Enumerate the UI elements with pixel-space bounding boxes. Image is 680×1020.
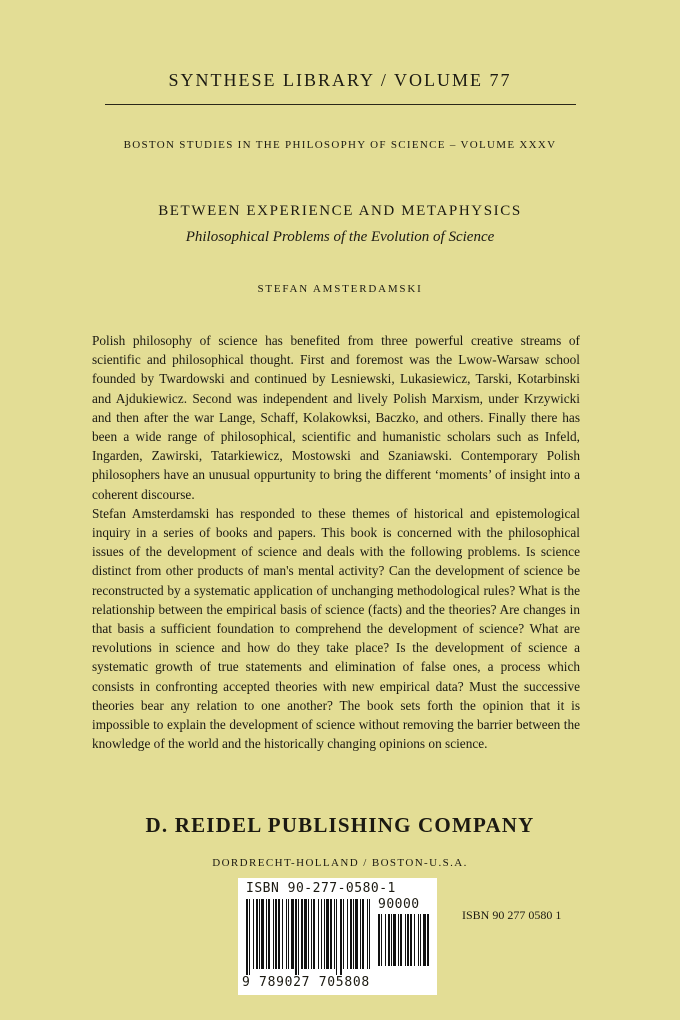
author-name: STEFAN AMSTERDAMSKI bbox=[257, 283, 423, 295]
blurb bbox=[92, 331, 580, 753]
barcode-digits: 9 789027 705808 bbox=[242, 975, 370, 990]
barcode-bars-icon bbox=[246, 899, 370, 975]
blurb-paragraph-1: Polish philosophy of science has benefited from three powerful creative streams of scientific and philosophical thought. First and foremost was the Lwow-Warsaw school founded by Twardowski and continued by Lesniewski, Lukasiewicz, Tarski, Kotarbinski and Ajdukiewicz. Second was independent and lively Polish Marxism, under Krzywicki and then after the war Lange, Schaff, Kolakowksi, Baczko, and others. Finally there has been a wide range of philosophical, scientific and humanistic scholars such as Infeld, Ingarden, Zawirski, Tatarkiewicz, Mostowski and Szaniawski. Contemporary Polish philosophers have an unusual oppurtunity to bring the different ‘moments’ of insight into a coherent discourse. bbox=[92, 333, 580, 502]
blurb-paragraph-2: Stefan Amsterdamski has responded to these themes of historical and epistemological inquiry in a series of books and papers. This book is concerned with the philosophical issues of the development of science and deals with the following problems. Is science distinct from other products of man's mental activity? Can the development of science be reconstructed by a systematic application of unchanging methodological rules? What is the relationship between the empirical basis of science (facts) and the theories? Are changes in that basis a sufficient foundation to comprehend the development of science? What are revolutions in science and how do they take place? Is the development of science a systematic growth of true statements and elimination of false ones, a process which consists in confronting accepted theories with new empirical data? Must the successive theories bear any relation to one another? The book sets forth the opinion that it is impossible to explain the development of science without removing the barrier between the knowledge of the world and the historically changing opinions on science. bbox=[92, 505, 580, 752]
header-rule bbox=[105, 104, 576, 105]
book-subtitle: Philosophical Problems of the Evolution of Science bbox=[185, 229, 495, 245]
publisher-location: DORDRECHT-HOLLAND / BOSTON-U.S.A. bbox=[212, 857, 468, 869]
book-title: BETWEEN EXPERIENCE AND METAPHYSICS bbox=[158, 203, 522, 219]
subseries-title: BOSTON STUDIES IN THE PHILOSOPHY OF SCIENCE – VOLUME XXXV bbox=[123, 139, 557, 151]
series-title: SYNTHESE LIBRARY / VOLUME 77 bbox=[168, 70, 512, 90]
barcode-isbn-label: ISBN 90-277-0580-1 bbox=[246, 881, 396, 896]
barcode bbox=[238, 878, 437, 995]
publisher-name: D. REIDEL PUBLISHING COMPANY bbox=[145, 813, 535, 837]
barcode-addon-label: 90000 bbox=[378, 897, 420, 912]
isbn-side: ISBN 90 277 0580 1 bbox=[462, 908, 562, 922]
barcode-addon-bars-icon bbox=[378, 914, 430, 972]
